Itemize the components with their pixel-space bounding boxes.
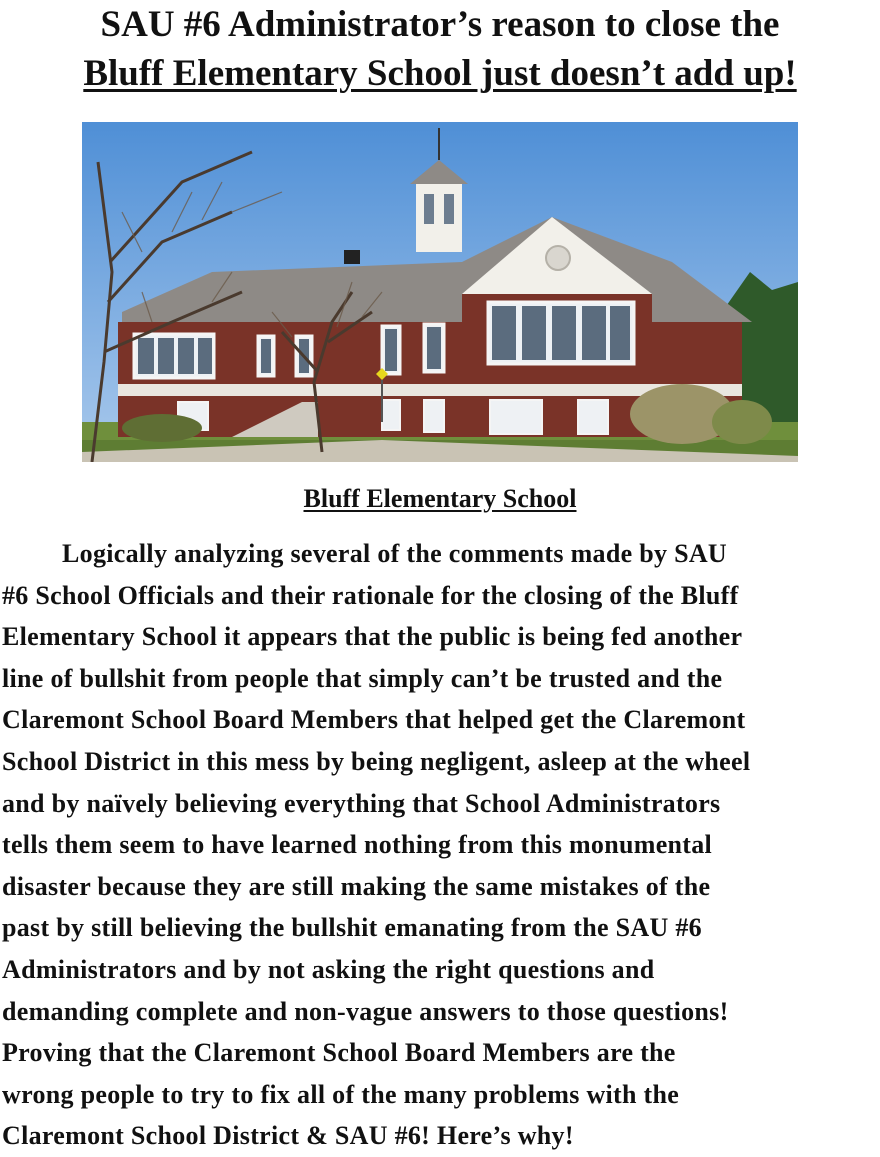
headline-line-1: SAU #6 Administrator’s reason to close the [100, 4, 780, 45]
body-line: disaster because they are still making the same mistakes of the [2, 871, 711, 901]
body-line: line of bullshit from people that simply can’t be trusted and the [2, 663, 723, 693]
body-line: wrong people to try to fix all of the many problems with the [2, 1079, 680, 1109]
body-line: and by naïvely believing everything that School Administrators [2, 788, 721, 818]
body-line: Claremont School Board Members that helped get the Claremont [2, 705, 746, 735]
body-line: demanding complete and non-vague answers to those questions! [2, 996, 729, 1026]
body-line: School District in this mess by being negligent, asleep at the wheel [2, 746, 751, 776]
body-line: Logically analyzing several of the comments made by SAU [62, 539, 728, 568]
headline-line-2: Bluff Elementary School just doesn’t add up! [83, 53, 797, 94]
body-line: Administrators and by not asking the right questions and [2, 954, 655, 984]
body-line: tells them seem to have learned nothing from this monumental [2, 830, 713, 860]
body-line: #6 School Officials and their rationale for the closing of the Bluff [2, 580, 739, 610]
article-body [2, 533, 880, 1157]
school-building-photo [82, 122, 798, 462]
body-line: past by still believing the bullshit emanating from the SAU #6 [2, 913, 702, 943]
body-line: Proving that the Claremont School Board Members are the [2, 1038, 676, 1068]
body-line: Elementary School it appears that the public is being fed another [2, 622, 743, 652]
photo-caption: Bluff Elementary School [303, 484, 577, 513]
headline [0, 0, 880, 98]
body-line: Claremont School District & SAU #6! Here’s why! [2, 1121, 574, 1151]
